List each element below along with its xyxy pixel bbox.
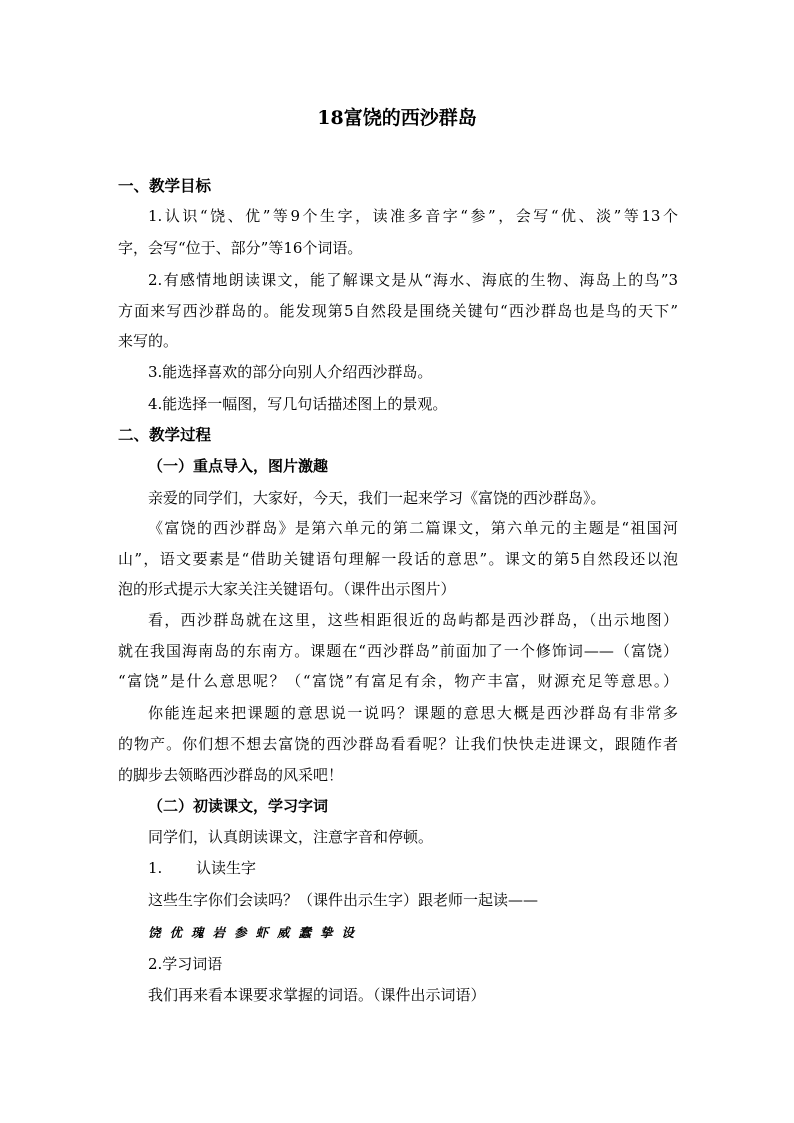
paragraph-4-line-3: 的脚步去领略西沙群岛的风采吧！: [118, 766, 344, 784]
paragraph-3-line-2: 就在我国海南岛的东南方。课题在“西沙群岛”前面加了一个修饰词——（富饶）: [118, 642, 678, 660]
paragraph-6: 这些生字你们会读吗？（课件出示生字）跟老师一起读——: [148, 891, 539, 909]
objective-4: 4.能选择一幅图，写几句话描述图上的景观。: [148, 395, 448, 413]
objective-2-line-2: 方面来写西沙群岛的。能发现第5自然段是围绕关键句“西沙群岛也是鸟的天下”: [118, 302, 678, 320]
objective-3: 3.能选择喜欢的部分向别人介绍西沙群岛。: [148, 363, 433, 381]
paragraph-2-line-1: 《富饶的西沙群岛》是第六单元的第二篇课文，第六单元的主题是“祖国河: [148, 519, 678, 537]
paragraph-2-line-2: 山”，语文要素是“借助关键语句理解一段话的意思”。课文的第5自然段还以泡: [118, 550, 678, 568]
document-title: 18富饶的西沙群岛: [317, 107, 477, 129]
paragraph-4-line-2: 的物产。你们想不想去富饶的西沙群岛看看呢？让我们快快走进课文，跟随作者: [118, 735, 678, 753]
objective-1-line-1: 1.认识“饶、优”等9个生字，读准多音字“参”，会写“优、淡”等13个: [148, 207, 678, 225]
paragraph-5: 同学们，认真朗读课文，注意字音和停顿。: [148, 828, 434, 846]
subsection-heading-1: （一）重点导入，图片激趣: [148, 457, 329, 475]
step-1: [148, 857, 678, 879]
step-2: 2.学习词语: [148, 955, 223, 973]
section-heading-process: 二、教学过程: [118, 425, 212, 444]
paragraph-2-line-3: 泡的形式提示大家关注关键语句。（课件出示图片）: [118, 580, 456, 598]
paragraph-1: 亲爱的同学们，大家好，今天，我们一起来学习《富饶的西沙群岛》。: [148, 489, 606, 507]
objective-2-line-1: 2.有感情地朗读课文，能了解课文是从“海水、海底的生物、海岛上的鸟”3: [148, 271, 678, 289]
new-characters-list: 饶优瑰岩参虾威蠢挚设: [148, 925, 364, 940]
step-1-text: 认读生字: [196, 859, 257, 877]
paragraph-4-line-1: 你能连起来把课题的意思说一说吗？课题的意思大概是西沙群岛有非常多: [148, 704, 678, 722]
paragraph-3-line-1: 看，西沙群岛就在这里，这些相距很近的岛屿都是西沙群岛，（出示地图）: [148, 611, 678, 629]
step-1-number: 1.: [148, 859, 163, 877]
section-heading-objectives: 一、教学目标: [118, 176, 212, 195]
objective-2-line-3: 来写的。: [118, 332, 179, 350]
paragraph-3-line-3: “富饶”是什么意思呢？（“富饶”有富足有余，物产丰富，财源充足等意思。）: [118, 672, 678, 690]
objective-1-line-2: 字，会写“位于、部分”等16个词语。: [118, 239, 363, 257]
paragraph-7: 我们再来看本课要求掌握的词语。（课件出示词语）: [148, 986, 486, 1004]
subsection-heading-2: （二）初读课文，学习字词: [148, 797, 329, 815]
